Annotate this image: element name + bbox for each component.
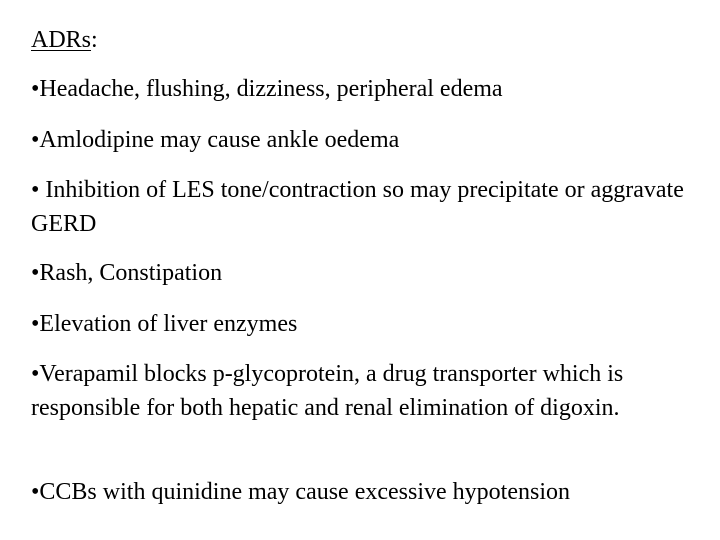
bullet-text: Inhibition of LES tone/contraction so may precipitate or aggravate GERD [31,177,684,237]
bullet-mark: • [31,361,40,387]
bullet-mark: • [31,479,40,505]
bullet-item-rash [31,256,706,290]
bullet-mark: • [31,76,40,102]
bullet-mark: • [31,127,40,153]
bullet-text: Headache, flushing, dizziness, peripheral edema [39,76,503,102]
bullet-text: Rash, Constipation [39,260,223,286]
bullet-item-les-gerd [31,173,706,241]
slide-heading [31,25,98,55]
bullet-mark: • [31,311,40,337]
bullet-mark: • [31,260,40,286]
bullet-item-amlodipine [31,123,706,157]
heading-label: ADRs [31,27,92,53]
bullet-item-liver [31,307,706,341]
bullet-item-verapamil [31,357,706,425]
bullet-text: Elevation of liver enzymes [39,311,298,337]
bullet-item-symptoms [31,72,706,106]
heading-colon: : [91,27,98,53]
bullet-item-quinidine [31,475,706,509]
bullet-text: Verapamil blocks p-glycoprotein, a drug transporter which is responsible for both hepatic and renal elimination of digoxin. [31,361,624,421]
bullet-text: CCBs with quinidine may cause excessive hypotension [39,479,570,505]
bullet-text: Amlodipine may cause ankle oedema [39,127,400,153]
bullet-mark: • [31,177,40,203]
